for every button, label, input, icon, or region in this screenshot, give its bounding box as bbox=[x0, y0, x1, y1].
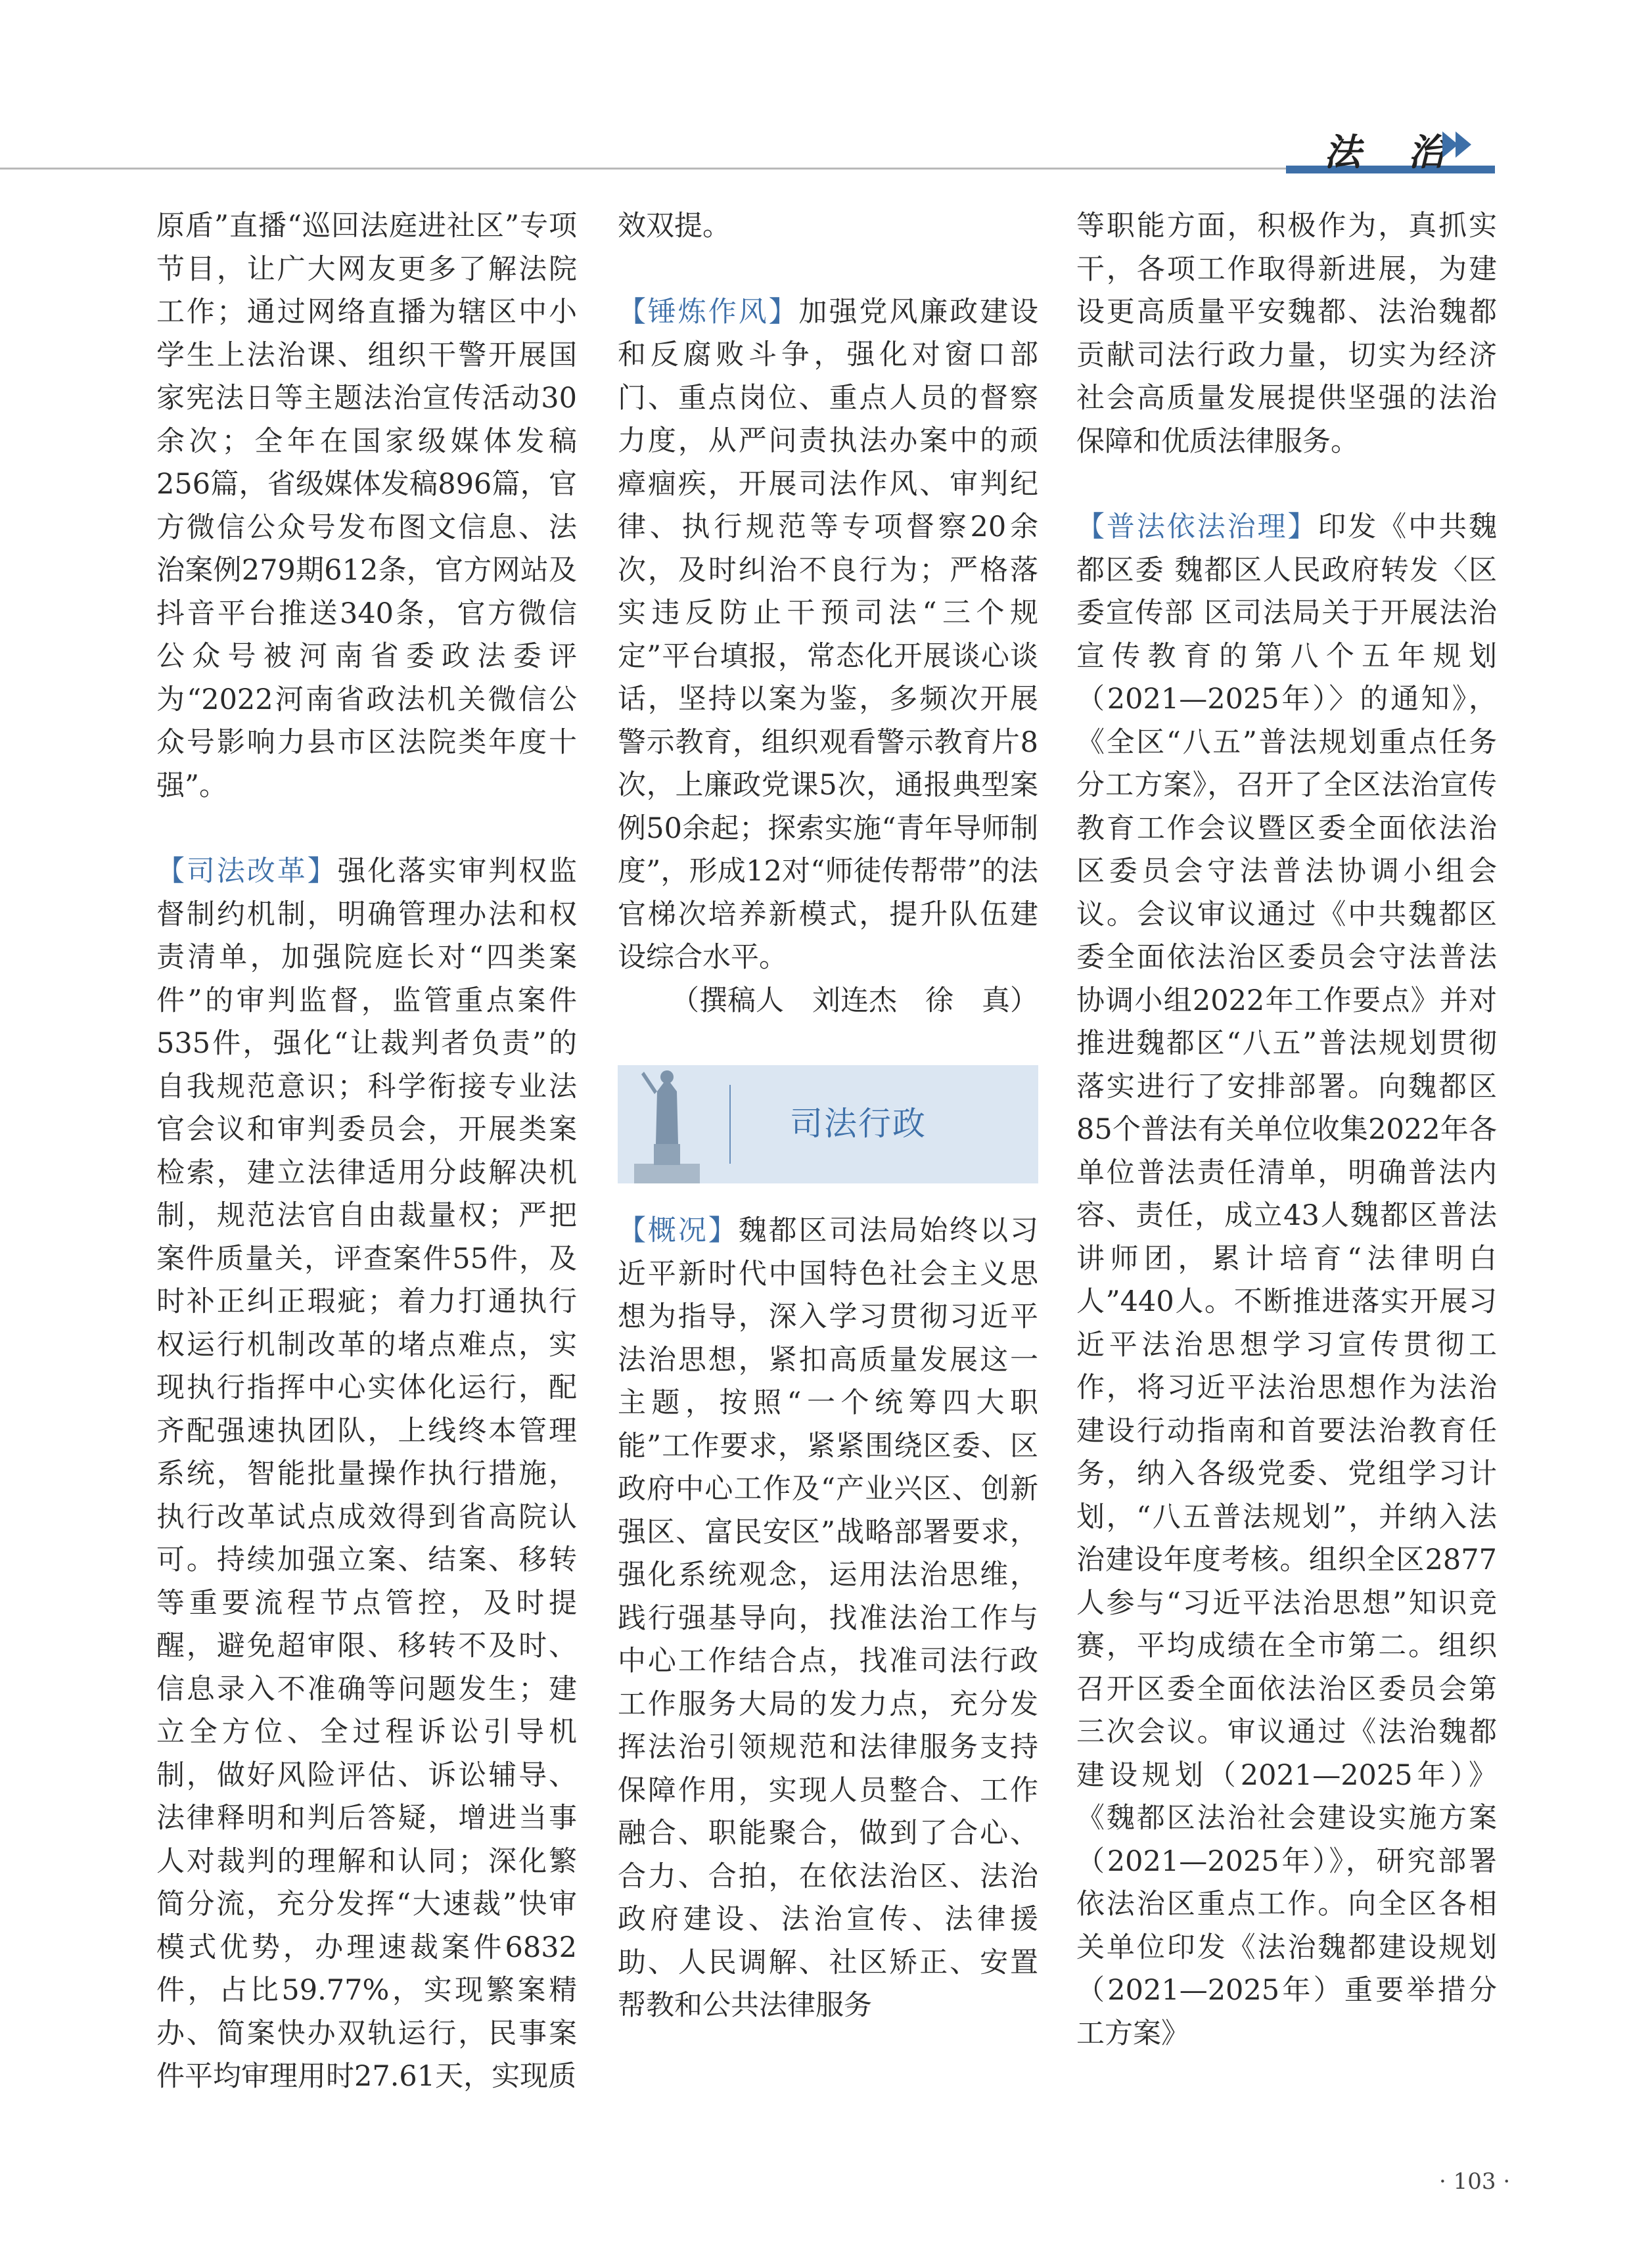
paragraph-tag: 【锤炼作风】 bbox=[618, 295, 799, 329]
chevron-right-icon bbox=[1456, 131, 1471, 158]
paragraph-tag: 【概况】 bbox=[618, 1214, 739, 1247]
paragraph: 【概况】魏都区司法局始终以习近平新时代中国特色社会主义思想为指导，深入学习贯彻习近平法治思想，紧扣高质量发展这一主题，按照“一个统筹四大职能”工作要求，紧紧围绕区委、区政府中心工作及“产业兴区、创新强区、富民安区”战略部署要求，强化系统观念，运用法治思维，践行强基导向，找准法治工作与中心工作结合点，找准司法行政工作服务大局的发力点，充分发挥法治引领规范和法律服务支持保障作用，实现人员整合、工作融合、职能聚合，做到了合心、合力、合拍，在依法治区、法治政府建设、法治宣传、法律援助、人民调解、社区矫正、安置帮教和公共法律服务 bbox=[618, 1214, 1039, 2022]
statue-icon bbox=[618, 1065, 716, 1183]
heading-divider bbox=[729, 1085, 731, 1164]
paragraph-tag: 【普法依法治理】 bbox=[1076, 511, 1318, 543]
section-heading-box bbox=[618, 1065, 1038, 1183]
paragraph-tag: 【司法改革】 bbox=[156, 855, 338, 888]
paragraph: 等职能方面，积极作为，真抓实干，各项工作取得新进展，为建设更高质量平安魏都、法治魏都贡献司法行政力量，切实为经济社会高质量发展提供坚强的法治保障和优质法律服务。 bbox=[1076, 210, 1497, 458]
heading-title: 司法行政 bbox=[790, 1105, 927, 1143]
paragraph: 【锤炼作风】加强党风廉政建设和反腐败斗争，强化对窗口部门、重点岗位、重点人员的督察力度，从严问责执法办案中的顽瘴痼疾，开展司法作风、审判纪律、执行规范等专项督察20余次，及时纠治不良行为；严格落实违反防止干预司法“三个规定”平台填报，常态化开展谈心谈话，坚持以案为鉴，多频次开展警示教育，组织观看警示教育片8次，上廉政党课5次，通报典型案例50余起；探索实施“青年导师制度”，形成12对“师徒传帮带”的法官梯次培养新模式，提升队伍建设综合水平。 bbox=[618, 295, 1039, 974]
byline: （撰稿人 刘连杰 徐 真） bbox=[671, 984, 1038, 1017]
column-3 bbox=[1076, 205, 1497, 2055]
column-1 bbox=[156, 205, 577, 2099]
paragraph: 【司法改革】强化落实审判权监督制约机制，明确管理办法和权责清单，加强院庭长对“四类案件”的审判监督，监管重点案件535件，强化“让裁判者负责”的自我规范意识；科学衔接专业法官会议和审判委员会，开展类案检索，建立法律适用分歧解决机制，规范法官自由裁量权；严把案件质量关，评查案件55件，及时补正纠正瑕疵；着力打通执行权运行机制改革的堵点难点，实现执行指挥中心实体化运行，配齐配强速执团队，上线终本管理系统，智能批量操作执行措施，执行改革试点成效得到省高院认可。持续加强立案、结案、移转等重要流程节点管控，及时提醒，避免超审限、移转不及时、信息录入不准确等问题发生；建立全方位、全过程诉讼引导机制，做好风险评估、诉讼辅导、法律释明和判后答疑，增进当事人对裁判的理解和认同；深化繁简分流，充分发挥“大速裁”快审模式优势，办理速裁案件6832件，占比59.77%，实现繁案精办、简案快办双轨运行，民事案件平均审理用时27.61天，实现质 bbox=[156, 855, 578, 2093]
header-rule bbox=[0, 168, 1495, 170]
paragraph: 效双提。 bbox=[618, 210, 731, 242]
section-title: 法 治 bbox=[1324, 131, 1462, 174]
page-number: · 103 · bbox=[1439, 2168, 1511, 2195]
paragraph: 原盾”直播“巡回法庭进社区”专项节目，让广大网友更多了解法院工作；通过网络直播为辖区中小学生上法治课、组织干警开展国家宪法日等主题法治宣传活动30余次；全年在国家级媒体发稿256篇，省级媒体发稿896篇，官方微信公众号发布图文信息、法治案例279期612条，官方网站及抖音平台推送340条，官方微信公众号被河南省委政法委评为“2022河南省政法机关微信公众号影响力县市区法院类年度十强”。 bbox=[156, 210, 577, 802]
paragraph: 【普法依法治理】印发《中共魏都区委 魏都区人民政府转发〈区委宣传部 区司法局关于开展法治宣传教育的第八个五年规划（2021—2025年）〉的通知》，《全区“八五”普法规划重点任务分工方案》，召开了全区法治宣传教育工作会议暨区委全面依法治区委员会守法普法协调小组会议。会议审议通过《中共魏都区委全面依法治区委员会守法普法协调小组2022年工作要点》并对推进魏都区“八五”普法规划贯彻落实进行了安排部署。向魏都区85个普法有关单位收集2022年各单位普法责任清单，明确普法内容、责任，成立43人魏都区普法讲师团，累计培育“法律明白人”440人。不断推进落实开展习近平法治思想学习宣传贯彻工作，将习近平法治思想作为法治建设行动指南和首要法治教育任务，纳入各级党委、党组学习计划，“八五普法规划”，并纳入法治建设年度考核。组织全区2877人参与“习近平法治思想”知识竞赛，平均成绩在全市第二。组织召开区委全面依法治区委员会第三次会议。审议通过《法治魏都建设规划（2021—2025年）》《魏都区法治社会建设实施方案（2021—2025年）》，研究部署依法治区重点工作。向全区各相关单位印发《法治魏都建设规划（2021—2025年）重要举措分工方案》 bbox=[1076, 511, 1498, 2050]
column-2 bbox=[618, 205, 1038, 2028]
